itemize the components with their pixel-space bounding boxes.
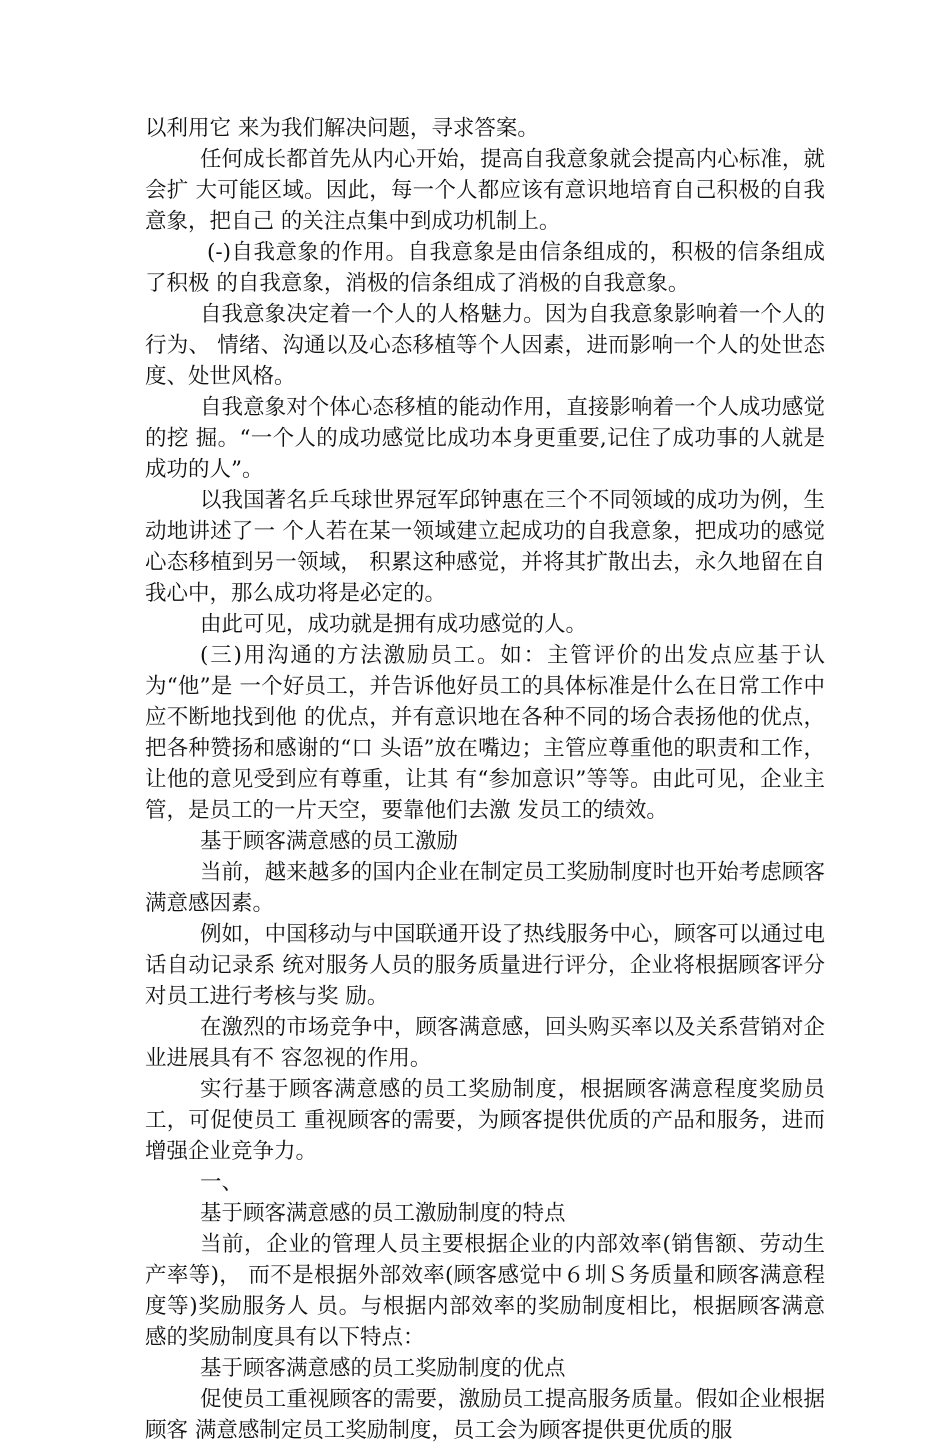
paragraph: 促使员工重视顾客的需要，激励员工提高服务质量。假如企业根据顾客 满意感制定员工奖励制度，员工会为顾客提供更优质的服 xyxy=(145,1387,825,1443)
section-heading: 基于顾客满意感的员工奖励制度的优点 xyxy=(200,1356,566,1381)
paragraph: 自我意象对个体心态移植的能动作用，直接影响着一个人成功感觉的挖 掘。“一个人的成功感觉比成功本身更重要,记住了成功事的人就是成功的人”。 xyxy=(145,395,825,482)
paragraph: 以我国著名乒乓球世界冠军邱钟惠在三个不同领域的成功为例，生动地讲述了一 个人若在某一领域建立起成功的自我意象，把成功的感觉心态移植到另一领域， 积累这种感觉，并将其扩散出去，永久地留在自我心中，那么成功将是必定的。 xyxy=(145,488,825,606)
paragraph: 实行基于顾客满意感的员工奖励制度，根据顾客满意程度奖励员工，可促使员工 重视顾客的需要，为顾客提供优质的产品和服务，进而增强企业竞争力。 xyxy=(145,1077,825,1164)
document-body xyxy=(145,113,825,1446)
section-heading: 基于顾客满意感的员工激励 xyxy=(200,829,459,854)
paragraph: 在激烈的市场竞争中，顾客满意感，回头购买率以及关系营销对企业进展具有不 容忽视的作用。 xyxy=(145,1015,825,1071)
paragraph: 例如，中国移动与中国联通开设了热线服务中心，顾客可以通过电话自动记录系 统对服务人员的服务质量进行评分，企业将根据顾客评分对员工进行考核与奖 励。 xyxy=(145,922,825,1009)
paragraph: 由此可见，成功就是拥有成功感觉的人。 xyxy=(200,612,588,637)
section-heading: 基于顾客满意感的员工激励制度的特点 xyxy=(200,1201,566,1226)
section-number: 一、 xyxy=(200,1170,244,1195)
paragraph: 自我意象决定着一个人的人格魅力。因为自我意象影响着一个人的行为、 情绪、沟通以及心态移植等个人因素，进而影响一个人的处世态度、处世风格。 xyxy=(145,302,825,389)
paragraph: (-)自我意象的作用。自我意象是由信条组成的，积极的信条组成了积极 的自我意象，消极的信条组成了消极的自我意象。 xyxy=(145,240,825,296)
paragraph: (三)用沟通的方法激励员工。如：主管评价的出发点应基于认为“他”是 一个好员工，并告诉他好员工的具体标准是什么在日常工作中应不断地找到他 的优点，并有意识地在各种不同的场合表扬他的优点，把各种赞扬和感谢的“口 头语”放在嘴边；主管应尊重他的职责和工作，让他的意见受到应有尊重，让其 有“参加意识”等等。由此可见，企业主管，是员工的一片天空，要靠他们去激 发员工的绩效。 xyxy=(145,643,825,823)
paragraph: 当前，企业的管理人员主要根据企业的内部效率(销售额、劳动生产率等)， 而不是根据外部效率(顾客感觉中６圳Ｓ务质量和顾客满意程度等)奖励服务人 员。与根据内部效率的奖励制度相比，根据顾客满意感的奖励制度具有以下特点： xyxy=(145,1232,825,1350)
paragraph: 当前，越来越多的国内企业在制定员工奖励制度时也开始考虑顾客满意感因素。 xyxy=(145,860,825,916)
paragraph: 以利用它 来为我们解决问题，寻求答案。 xyxy=(145,116,539,141)
paragraph: 任何成长都首先从内心开始，提高自我意象就会提高内心标准，就会扩 大可能区域。因此，每一个人都应该有意识地培育自己积极的自我意象，把自己 的关注点集中到成功机制上。 xyxy=(145,147,825,234)
